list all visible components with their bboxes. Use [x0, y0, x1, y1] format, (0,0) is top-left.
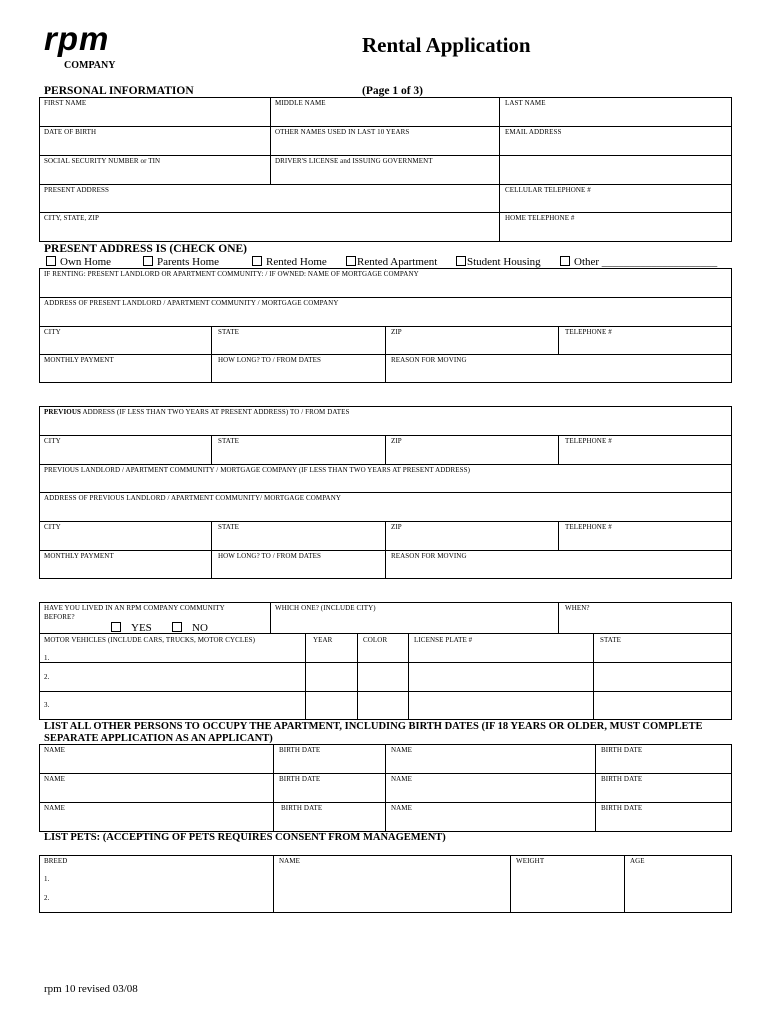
- previous-reason-for-moving-field[interactable]: REASON FOR MOVING: [391, 552, 467, 560]
- first-name-field[interactable]: FIRST NAME: [44, 99, 87, 107]
- occupant-6-birth-date-field[interactable]: BIRTH DATE: [601, 804, 643, 812]
- pet-weight-header: WEIGHT: [516, 857, 545, 865]
- vehicle-row-3[interactable]: 3.: [44, 701, 50, 709]
- motor-vehicles-header: MOTOR VEHICLES (INCLUDE CARS, TRUCKS, MOTOR CYCLES): [44, 636, 256, 644]
- page-title: Rental Application: [362, 33, 531, 57]
- previous-landlord-telephone-field[interactable]: TELEPHONE #: [565, 523, 612, 531]
- occupant-5-birth-date-field[interactable]: BIRTH DATE: [281, 804, 323, 812]
- student-housing-option[interactable]: Student Housing: [456, 256, 541, 268]
- personal-info-heading: PERSONAL INFORMATION: [44, 85, 194, 97]
- rented-apartment-option[interactable]: Rented Apartment: [346, 256, 437, 268]
- no-checkbox[interactable]: [172, 622, 182, 632]
- personal-info-table: [39, 97, 732, 242]
- own-home-checkbox[interactable]: [46, 256, 56, 266]
- lived-in-rpm-question: HAVE YOU LIVED IN AN RPM COMPANY COMMUNITY: [44, 604, 225, 612]
- city-state-zip-field[interactable]: CITY, STATE, ZIP: [44, 214, 99, 222]
- previous-monthly-payment-field[interactable]: MONTHLY PAYMENT: [44, 552, 114, 560]
- previous-state-field[interactable]: STATE: [218, 437, 239, 445]
- rpm-history-vehicles-table: [39, 602, 732, 720]
- occupant-4-birth-date-field[interactable]: BIRTH DATE: [601, 775, 643, 783]
- when-field[interactable]: WHEN?: [565, 604, 590, 612]
- other-option[interactable]: Other _____________________: [560, 256, 717, 268]
- vehicle-row-2[interactable]: 2.: [44, 673, 50, 681]
- vehicle-year-header: YEAR: [313, 636, 333, 644]
- previous-zip-field[interactable]: ZIP: [391, 437, 402, 445]
- present-landlord-address-field[interactable]: ADDRESS OF PRESENT LANDLORD / APARTMENT COMMUNITY / MORTGAGE COMPANY: [44, 299, 339, 307]
- present-landlord-field[interactable]: IF RENTING: PRESENT LANDLORD OR APARTMENT COMMUNITY: / IF OWNED: NAME OF MORTGAGE COMPANY: [44, 270, 419, 278]
- other-names-field[interactable]: OTHER NAMES USED IN LAST 10 YEARS: [275, 128, 410, 136]
- occupants-heading: LIST ALL OTHER PERSONS TO OCCUPY THE APARTMENT, INCLUDING BIRTH DATES (IF 18 YEARS OR OLDER, MUST COMPLETE: [44, 721, 703, 732]
- present-monthly-payment-field[interactable]: MONTHLY PAYMENT: [44, 356, 114, 364]
- ssn-field[interactable]: SOCIAL SECURITY NUMBER or TIN: [44, 157, 161, 165]
- parents-home-option[interactable]: Parents Home: [143, 256, 219, 268]
- present-telephone-field[interactable]: TELEPHONE #: [565, 328, 612, 336]
- occupant-2-birth-date-field[interactable]: BIRTH DATE: [601, 746, 643, 754]
- present-reason-for-moving-field[interactable]: REASON FOR MOVING: [391, 356, 467, 364]
- present-state-field[interactable]: STATE: [218, 328, 239, 336]
- pet-row-2[interactable]: 2.: [44, 894, 50, 902]
- which-community-field[interactable]: WHICH ONE? (INCLUDE CITY): [275, 604, 376, 612]
- present-address-field[interactable]: PRESENT ADDRESS: [44, 186, 109, 194]
- rented-home-checkbox[interactable]: [252, 256, 262, 266]
- rented-home-option[interactable]: Rented Home: [252, 256, 327, 268]
- pets-heading: LIST PETS: (ACCEPTING OF PETS REQUIRES CONSENT FROM MANAGEMENT): [44, 832, 446, 843]
- email-field[interactable]: EMAIL ADDRESS: [505, 128, 562, 136]
- previous-landlord-field[interactable]: PREVIOUS LANDLORD / APARTMENT COMMUNITY / MORTGAGE COMPANY (IF LESS THAN TWO YEARS AT PRESENT ADDRESS): [44, 466, 471, 474]
- vehicle-row-1[interactable]: 1.: [44, 654, 50, 662]
- previous-address-field[interactable]: PREVIOUS ADDRESS (IF LESS THAN TWO YEARS AT PRESENT ADDRESS) TO / FROM DATES: [44, 408, 350, 416]
- vehicle-color-header: COLOR: [363, 636, 388, 644]
- previous-city-field[interactable]: CITY: [44, 437, 61, 445]
- occupant-3-birth-date-field[interactable]: BIRTH DATE: [279, 775, 321, 783]
- page-number: (Page 1 of 3): [362, 85, 423, 97]
- pets-table: [39, 855, 732, 913]
- previous-landlord-zip-field[interactable]: ZIP: [391, 523, 402, 531]
- rented-apartment-checkbox[interactable]: [346, 256, 356, 266]
- occupants-heading-cont: SEPARATE APPLICATION AS AN APPLICANT): [44, 733, 273, 744]
- middle-name-field[interactable]: MIDDLE NAME: [275, 99, 326, 107]
- occupant-1-birth-date-field[interactable]: BIRTH DATE: [279, 746, 321, 754]
- lived-in-rpm-question-cont: BEFORE?: [44, 613, 75, 621]
- occupant-5-name-field[interactable]: NAME: [44, 804, 66, 812]
- parents-home-checkbox[interactable]: [143, 256, 153, 266]
- last-name-field[interactable]: LAST NAME: [505, 99, 546, 107]
- lived-yes-option[interactable]: YES: [111, 622, 152, 634]
- previous-landlord-city-field[interactable]: CITY: [44, 523, 61, 531]
- yes-checkbox[interactable]: [111, 622, 121, 632]
- present-address-type-heading: PRESENT ADDRESS IS (CHECK ONE): [44, 243, 248, 255]
- occupant-2-name-field[interactable]: NAME: [391, 746, 413, 754]
- cell-phone-field[interactable]: CELLULAR TELEPHONE #: [505, 186, 591, 194]
- vehicle-state-header: STATE: [600, 636, 621, 644]
- company-logo: rpm: [44, 20, 110, 57]
- occupant-3-name-field[interactable]: NAME: [44, 775, 66, 783]
- pet-row-1[interactable]: 1.: [44, 875, 50, 883]
- form-revision-footer: rpm 10 revised 03/08: [44, 983, 138, 995]
- company-logo-subtitle: COMPANY: [64, 60, 116, 71]
- present-how-long-field[interactable]: HOW LONG? TO / FROM DATES: [218, 356, 322, 364]
- date-of-birth-field[interactable]: DATE OF BIRTH: [44, 128, 97, 136]
- previous-how-long-field[interactable]: HOW LONG? TO / FROM DATES: [218, 552, 322, 560]
- pet-breed-header: BREED: [44, 857, 68, 865]
- previous-telephone-field[interactable]: TELEPHONE #: [565, 437, 612, 445]
- present-city-field[interactable]: CITY: [44, 328, 61, 336]
- occupant-1-name-field[interactable]: NAME: [44, 746, 66, 754]
- license-plate-header: LICENSE PLATE #: [414, 636, 473, 644]
- occupant-4-name-field[interactable]: NAME: [391, 775, 413, 783]
- lived-no-option[interactable]: NO: [172, 622, 208, 634]
- student-housing-checkbox[interactable]: [456, 256, 466, 266]
- pet-name-header: NAME: [279, 857, 301, 865]
- pet-age-header: AGE: [630, 857, 645, 865]
- previous-landlord-state-field[interactable]: STATE: [218, 523, 239, 531]
- occupant-6-name-field[interactable]: NAME: [391, 804, 413, 812]
- other-checkbox[interactable]: [560, 256, 570, 266]
- home-phone-field[interactable]: HOME TELEPHONE #: [505, 214, 575, 222]
- previous-landlord-address-field[interactable]: ADDRESS OF PREVIOUS LANDLORD / APARTMENT COMMUNITY/ MORTGAGE COMPANY: [44, 494, 342, 502]
- present-zip-field[interactable]: ZIP: [391, 328, 402, 336]
- drivers-license-field[interactable]: DRIVER'S LICENSE and ISSUING GOVERNMENT: [275, 157, 433, 165]
- own-home-option[interactable]: Own Home: [46, 256, 111, 268]
